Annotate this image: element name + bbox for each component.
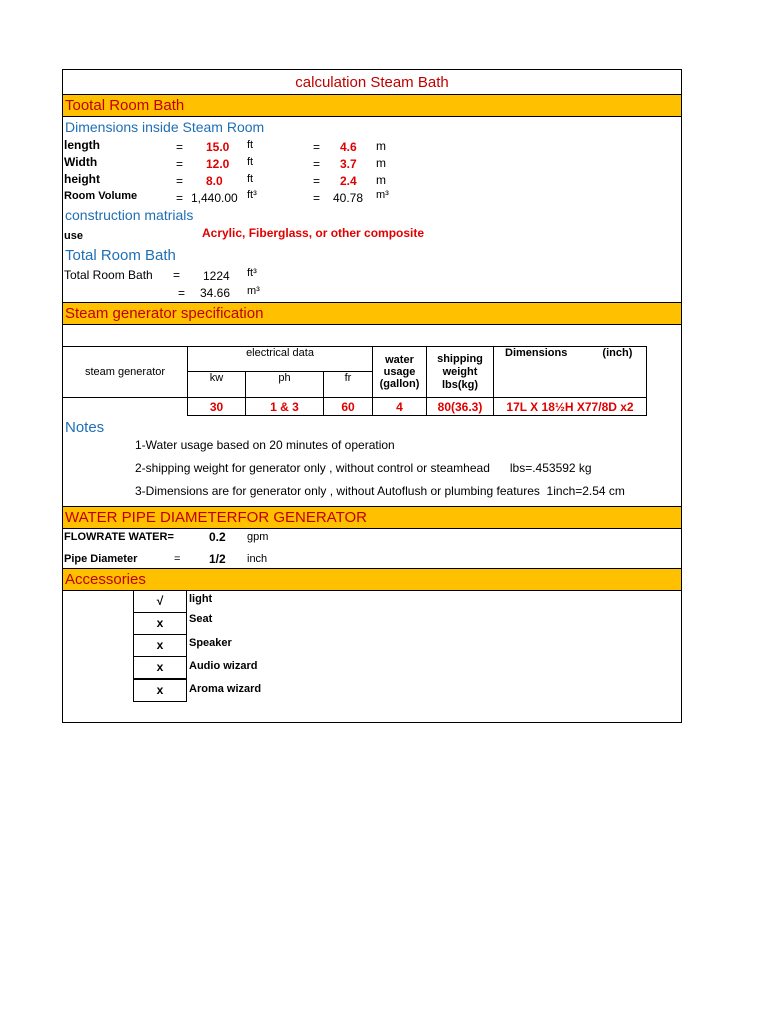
accessory-label: Speaker <box>189 637 232 649</box>
equals-sign: = <box>176 140 184 154</box>
row-label: Total Room Bath <box>64 268 153 282</box>
shipping-value: 80(36.3) <box>427 398 494 416</box>
equals-sign: = <box>313 157 321 171</box>
row-label: Width <box>64 155 98 169</box>
value-m: 3.7 <box>340 157 357 171</box>
pipe-diameter-unit: inch <box>247 553 268 565</box>
unit-ft: ft <box>247 139 254 151</box>
accessory-label: Seat <box>189 613 213 625</box>
x-mark-icon: x <box>133 634 187 657</box>
spreadsheet <box>62 69 682 723</box>
flowrate-unit: gpm <box>247 531 269 543</box>
pipe-diameter-label: Pipe Diameter <box>64 553 138 565</box>
equals-sign: = <box>313 140 321 154</box>
dimensions-header <box>494 347 647 398</box>
shipping-header-text: shipping weight lbs(kg) <box>437 352 483 391</box>
row-label: height <box>64 172 100 186</box>
x-mark-icon: x <box>133 679 187 702</box>
accessory-label: Audio wizard <box>189 660 258 672</box>
generator-band <box>63 302 681 325</box>
room-band-label: Tootal Room Bath <box>65 97 185 114</box>
unit-ft: ft³ <box>247 267 257 279</box>
unit-m: m <box>376 173 386 187</box>
equals-sign: = <box>313 174 321 188</box>
flowrate-label: FLOWRATE WATER= <box>64 531 174 543</box>
dimensions-heading: Dimensions inside Steam Room <box>65 119 265 135</box>
pipe-band <box>63 506 681 529</box>
value-ft: 12.0 <box>206 157 230 171</box>
note-item: 2-shipping weight for generator only , without control or steamhead lbs=.453592 kg <box>135 461 592 475</box>
kw-header: kw <box>188 372 246 398</box>
shipping-header <box>427 347 494 398</box>
equals-sign: = <box>178 286 186 300</box>
row-label: length <box>64 138 100 152</box>
equals-sign: = <box>176 157 184 171</box>
generator-band-label: Steam generator specification <box>65 305 264 322</box>
x-mark-icon: x <box>133 612 187 635</box>
pipe-band-label: WATER PIPE DIAMETERFOR GENERATOR <box>65 509 367 526</box>
accessories-band-label: Accessories <box>65 571 146 588</box>
ph-value: 1 & 3 <box>246 398 324 416</box>
dimensions-header-text: Dimensions <box>505 347 568 359</box>
use-label: use <box>64 230 83 242</box>
value-m: 2.4 <box>340 174 357 188</box>
construction-heading: construction matrials <box>65 207 194 223</box>
value-m: 34.66 <box>200 286 231 300</box>
dimensions-value: 17L X 18½H X77/8D x2 <box>494 398 647 416</box>
value-ft: 1,440.00 <box>191 191 238 205</box>
water-value: 4 <box>373 398 427 416</box>
notes-heading: Notes <box>65 419 105 436</box>
equals-sign: = <box>174 553 181 565</box>
generator-row-label: steam generator <box>63 347 188 398</box>
value-m: 40.78 <box>333 191 364 205</box>
equals-sign: = <box>176 191 184 205</box>
generator-table <box>63 346 647 416</box>
value-ft: 8.0 <box>206 174 223 188</box>
flowrate-value: 0.2 <box>209 530 226 544</box>
equals-sign: = <box>173 268 181 282</box>
x-mark-icon: x <box>133 656 187 679</box>
accessory-label: Aroma wizard <box>189 683 262 695</box>
note-item: 1-Water usage based on 20 minutes of operation <box>135 438 395 452</box>
pipe-diameter-value: 1/2 <box>209 552 226 566</box>
use-value: Acrylic, Fiberglass, or other composite <box>202 226 425 240</box>
check-mark-icon: √ <box>133 590 187 613</box>
water-header-text: water usage (gallon) <box>379 354 420 390</box>
unit-m: m <box>376 139 386 153</box>
value-m: 4.6 <box>340 140 357 154</box>
dimensions-unit: (inch) <box>602 347 633 359</box>
fr-header: fr <box>324 372 373 398</box>
accessories-band <box>63 568 681 591</box>
fr-value: 60 <box>324 398 373 416</box>
water-header <box>373 347 427 398</box>
value-ft: 1224 <box>203 269 230 283</box>
total-heading: Total Room Bath <box>65 247 176 264</box>
ph-header: ph <box>246 372 324 398</box>
electrical-header: electrical data <box>188 347 373 372</box>
equals-sign: = <box>313 191 321 205</box>
room-band <box>63 94 681 117</box>
page-title: calculation Steam Bath <box>295 74 449 91</box>
empty-cell <box>63 398 188 416</box>
unit-ft: ft <box>247 173 254 185</box>
unit-m: m³ <box>376 189 389 201</box>
value-ft: 15.0 <box>206 140 230 154</box>
note-item: 3-Dimensions are for generator only , without Autoflush or plumbing features 1inch=2.54 cm <box>135 484 625 498</box>
unit-ft: ft <box>247 156 254 168</box>
kw-value: 30 <box>188 398 246 416</box>
equals-sign: = <box>176 174 184 188</box>
unit-ft: ft³ <box>247 189 257 201</box>
accessory-label: light <box>189 593 213 605</box>
unit-m: m <box>376 156 386 170</box>
unit-m: m³ <box>247 285 260 297</box>
row-label: Room Volume <box>64 190 138 202</box>
